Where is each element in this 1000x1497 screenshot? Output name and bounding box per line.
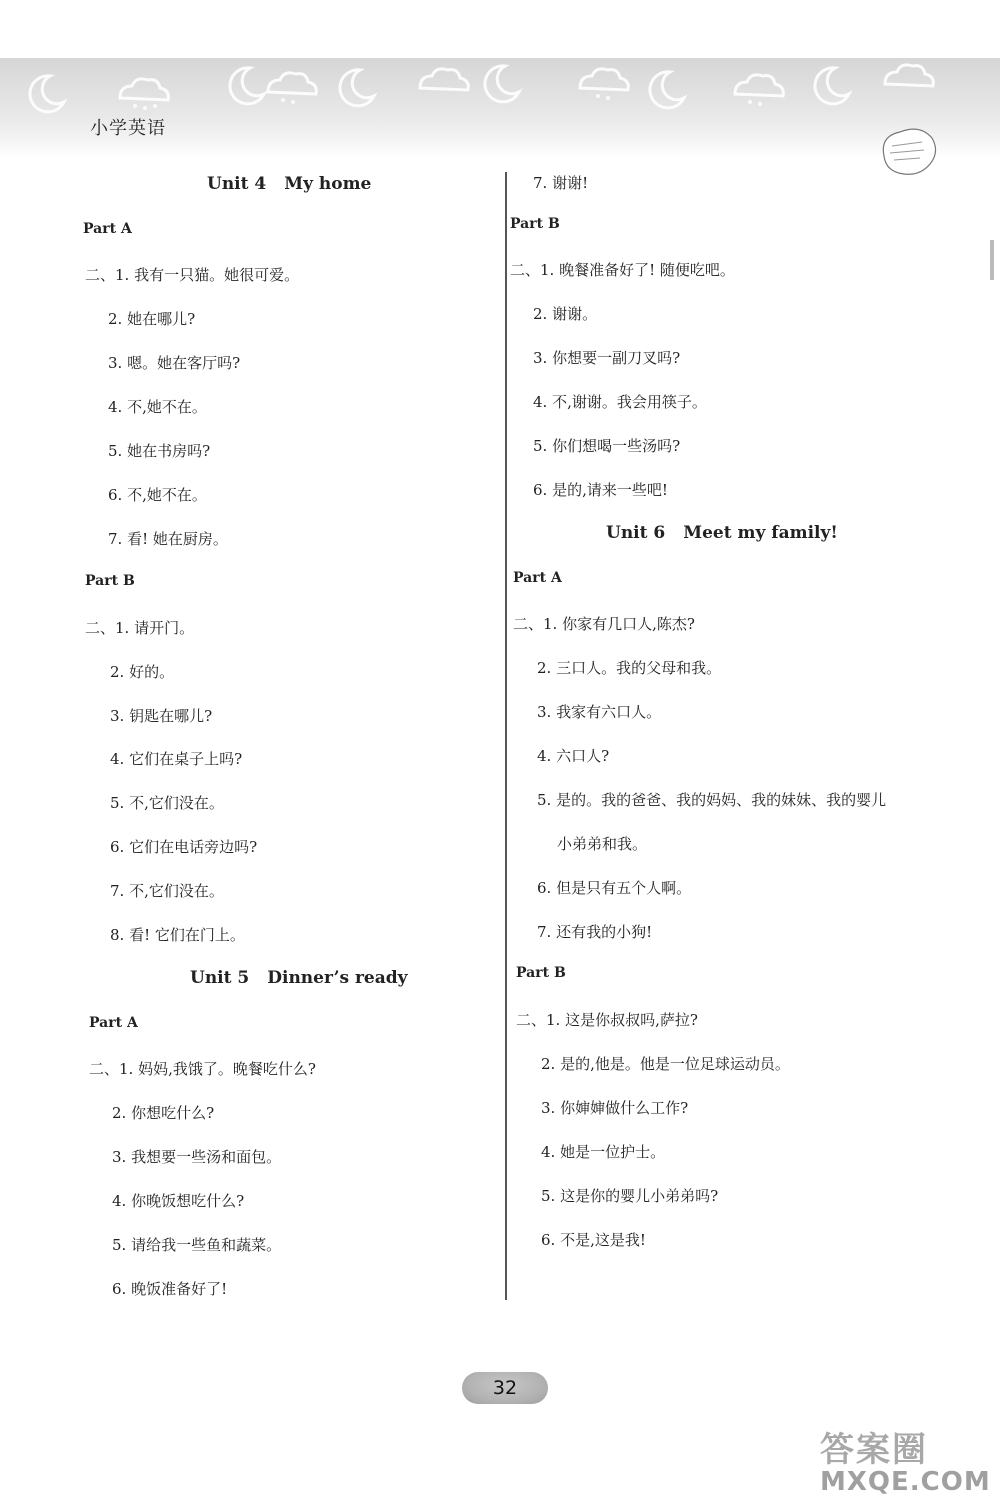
unit-title: Meet my family! <box>683 523 838 543</box>
watermark <box>820 1422 991 1497</box>
list-item: 二、1. 你家有几口人,陈杰? <box>513 615 695 633</box>
list-item: 5. 她在书房吗? <box>108 442 211 460</box>
list-item: 6. 晚饭准备好了! <box>112 1280 228 1298</box>
list-item: 4. 她是一位护士。 <box>541 1143 666 1161</box>
cloud-icon <box>268 73 316 94</box>
unit-4-heading <box>207 174 371 194</box>
cloud-icon <box>120 79 168 100</box>
part-label: Part A <box>513 570 562 586</box>
list-item: 3. 我家有六口人。 <box>537 703 662 721</box>
watermark-en: MXQE.COM <box>820 1467 991 1497</box>
column-divider <box>505 172 507 1300</box>
unit-title: Dinner’s ready <box>267 968 408 988</box>
moon-icon <box>485 66 519 102</box>
list-item: 二、1. 我有一只猫。她很可爱。 <box>85 266 300 284</box>
moon-icon <box>340 70 374 106</box>
part-label: Part B <box>85 573 135 589</box>
part-label: Part A <box>89 1015 138 1031</box>
cloud-icon <box>735 75 783 96</box>
list-item: 二、1. 晚餐准备好了! 随便吃吧。 <box>510 261 735 279</box>
list-item: 3. 我想要一些汤和面包。 <box>112 1148 282 1166</box>
list-item: 8. 看! 它们在门上。 <box>110 926 245 944</box>
part-label: Part B <box>516 965 566 981</box>
cloud-icon <box>885 65 933 86</box>
edge-mark <box>990 240 994 280</box>
list-item: 小弟弟和我。 <box>557 835 648 853</box>
list-item: 6. 但是只有五个人啊。 <box>537 879 692 897</box>
list-item: 3. 嗯。她在客厅吗? <box>108 354 241 372</box>
list-item: 2. 好的。 <box>110 663 175 681</box>
header-pattern <box>0 58 1000 158</box>
list-item: 7. 看! 她在厨房。 <box>108 530 228 548</box>
list-item: 4. 你晚饭想吃什么? <box>112 1192 245 1210</box>
list-item: 5. 这是你的婴儿小弟弟吗? <box>541 1187 719 1205</box>
list-item: 6. 是的,请来一些吧! <box>533 481 668 499</box>
list-item: 2. 她在哪儿? <box>108 310 196 328</box>
list-item: 5. 你们想喝一些汤吗? <box>533 437 681 455</box>
header-band <box>0 58 1000 158</box>
list-item: 7. 不,它们没在。 <box>110 882 224 900</box>
subject-label: 小学英语 <box>90 118 166 139</box>
list-item: 3. 你婶婶做什么工作? <box>541 1099 689 1117</box>
list-item: 二、1. 请开门。 <box>85 619 195 637</box>
cloud-icon <box>420 69 468 90</box>
list-item: 2. 是的,他是。他是一位足球运动员。 <box>541 1055 790 1073</box>
cloud-icon <box>580 69 628 90</box>
list-item: 3. 钥匙在哪儿? <box>110 707 213 725</box>
list-item: 二、1. 这是你叔叔吗,萨拉? <box>516 1011 698 1029</box>
list-item: 3. 你想要一副刀叉吗? <box>533 349 681 367</box>
list-item: 2. 谢谢。 <box>533 305 598 323</box>
unit-6-heading <box>606 523 838 543</box>
list-item: 4. 六口人? <box>537 747 610 765</box>
list-item: 5. 请给我一些鱼和蔬菜。 <box>112 1236 282 1254</box>
list-item: 5. 不,它们没在。 <box>110 794 224 812</box>
moon-icon <box>815 68 849 104</box>
list-item: 5. 是的。我的爸爸、我的妈妈、我的妹妹、我的婴儿 <box>537 791 887 809</box>
list-item: 6. 不是,这是我! <box>541 1231 646 1249</box>
list-item: 4. 不,谢谢。我会用筷子。 <box>533 393 707 411</box>
unit-number: Unit 4 <box>207 174 267 194</box>
moon-icon <box>650 72 684 108</box>
list-item: 4. 它们在桌子上吗? <box>110 750 243 768</box>
list-item: 7. 还有我的小狗! <box>537 923 653 941</box>
moon-icon <box>30 76 64 112</box>
logo-badge-icon <box>876 126 940 178</box>
list-item: 4. 不,她不在。 <box>108 398 207 416</box>
watermark-cn: 答案圈 <box>820 1430 928 1470</box>
list-item: 2. 三口人。我的父母和我。 <box>537 659 722 677</box>
moon-icon <box>230 68 264 104</box>
unit-number: Unit 5 <box>190 968 250 988</box>
list-item: 二、1. 妈妈,我饿了。晚餐吃什么? <box>89 1060 316 1078</box>
part-label: Part A <box>83 221 132 237</box>
unit-5-heading <box>190 968 408 988</box>
unit-number: Unit 6 <box>606 523 666 543</box>
page-number: 32 <box>462 1372 548 1404</box>
unit-title: My home <box>284 174 372 194</box>
list-item: 7. 谢谢! <box>533 174 589 192</box>
list-item: 2. 你想吃什么? <box>112 1104 215 1122</box>
part-label: Part B <box>510 216 560 232</box>
list-item: 6. 不,她不在。 <box>108 486 207 504</box>
list-item: 6. 它们在电话旁边吗? <box>110 838 258 856</box>
